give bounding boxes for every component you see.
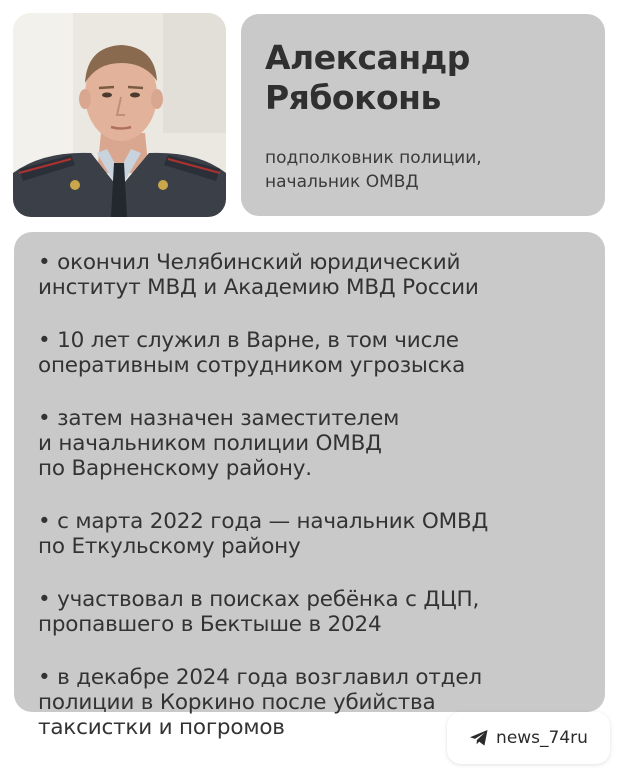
biography-list (38, 250, 598, 768)
biography-line: и начальником полиции ОМВД (38, 431, 382, 456)
biography-item (38, 587, 598, 637)
biography-item (38, 250, 598, 300)
source-label: news_74ru (496, 728, 588, 748)
biography-line: оперативным сотрудником угрозыска (38, 353, 466, 378)
biography-line: • участвовал в поисках ребёнка с ДЦП, (38, 587, 480, 612)
role-line-rank: подполковник полиции, (265, 148, 482, 168)
name-line-first: Александр (265, 38, 470, 77)
biography-line: • окончил Челябинский юридический (38, 250, 461, 275)
biography-item (38, 509, 598, 559)
biography-line: • 10 лет служил в Варне, в том числе (38, 328, 459, 353)
biography-line: • в декабре 2024 года возглавил отдел (38, 665, 482, 690)
person-name (265, 38, 470, 118)
biography-item (38, 406, 598, 481)
header-card (241, 14, 605, 216)
biography-item (38, 328, 598, 378)
biography-line: институт МВД и Академию МВД России (38, 275, 479, 300)
source-badge[interactable] (447, 712, 610, 764)
biography-line: полиции в Коркино после убийства (38, 690, 436, 715)
role-line-position: начальник ОМВД (265, 172, 419, 192)
biography-line: по Еткульскому району (38, 534, 301, 559)
biography-line: таксистки и погромов (38, 715, 285, 740)
biography-line: • затем назначен заместителем (38, 406, 400, 431)
name-line-last: Рябоконь (265, 78, 441, 117)
person-role (265, 146, 482, 194)
biography-line: пропавшего в Бектыше в 2024 (38, 612, 382, 637)
biography-line: по Варненскому району. (38, 456, 312, 481)
portrait-photo (13, 13, 226, 217)
portrait-illustration (13, 13, 226, 217)
telegram-icon (469, 729, 489, 747)
biography-line: • с марта 2022 года — начальник ОМВД (38, 509, 489, 534)
